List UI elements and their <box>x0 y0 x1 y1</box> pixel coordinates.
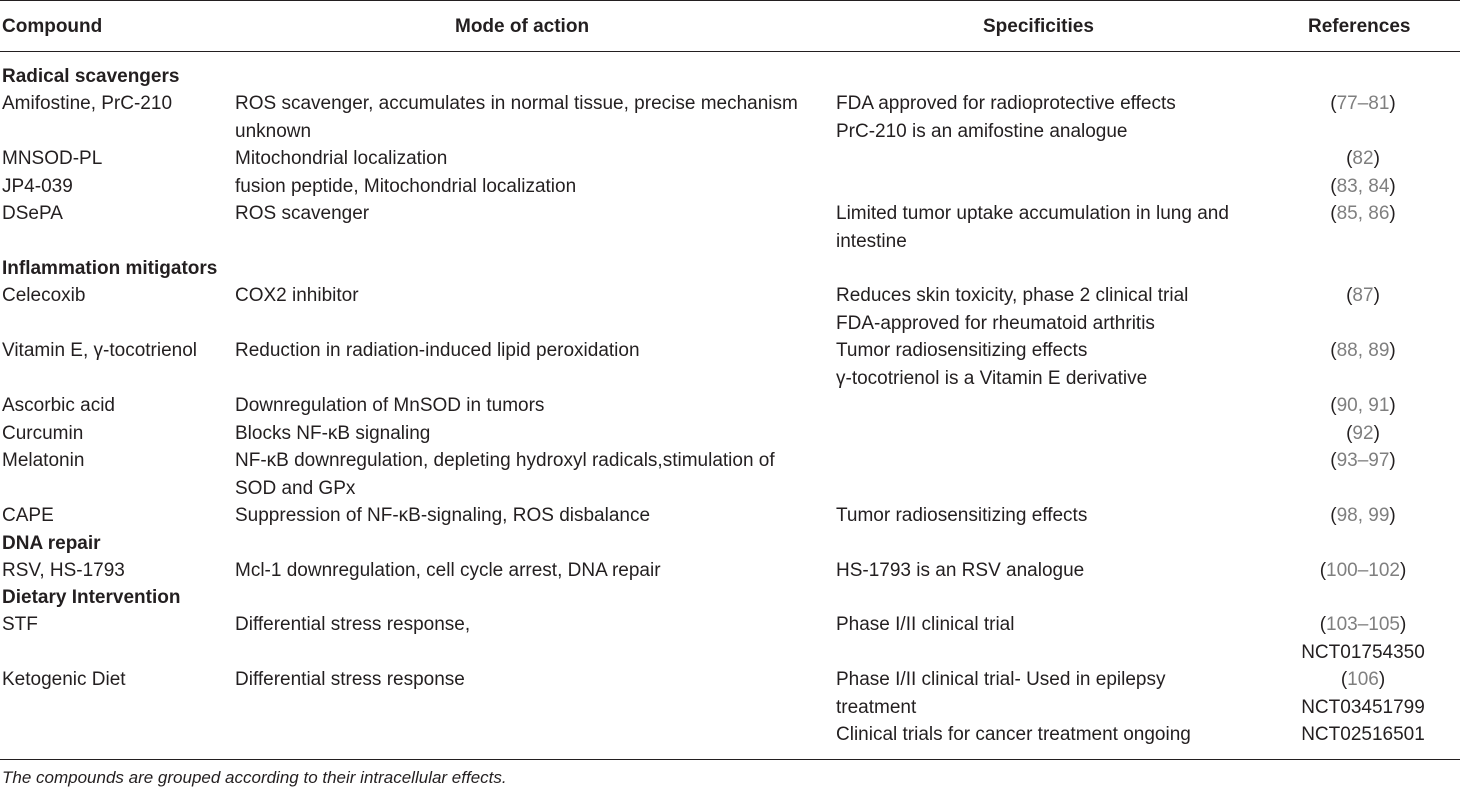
mode-of-action-line: Downregulation of MnSOD in tumors <box>235 395 545 416</box>
reference-link[interactable]: 100–102 <box>1326 559 1400 581</box>
specificity-line: Clinical trials for cancer treatment ongoing <box>836 724 1191 745</box>
table-row <box>0 420 1460 448</box>
reference-citation: (103–105) <box>1319 614 1407 635</box>
reference-link[interactable]: 85, 86 <box>1336 203 1390 224</box>
references-cell <box>1270 420 1456 448</box>
header-mode-of-action: Mode of action <box>455 16 590 37</box>
specificities-cell <box>836 557 1261 585</box>
compound-cell <box>2 145 227 173</box>
mode-of-action-line: unknown <box>235 120 312 142</box>
references-cell <box>1270 666 1456 749</box>
group-title: Dietary Intervention <box>2 587 181 608</box>
references-cell <box>1270 611 1456 666</box>
specificity-line: intestine <box>836 230 907 252</box>
reference-citation: (77–81) <box>1330 93 1396 114</box>
table-row <box>0 447 1460 502</box>
references-cell <box>1270 557 1456 585</box>
specificity-line: Reduces skin toxicity, phase 2 clinical trial <box>836 285 1189 306</box>
references-cell <box>1270 392 1456 420</box>
specificities-cell <box>836 90 1261 145</box>
compound-cell <box>2 282 227 310</box>
mode-of-action-cell <box>235 337 820 365</box>
mode-of-action-line: Differential stress response <box>235 669 465 690</box>
compound-name: STF <box>2 614 38 635</box>
reference-link[interactable]: 82 <box>1352 148 1374 169</box>
mode-of-action-line: NF-κB downregulation, depleting hydroxyl radicals,stimulation of <box>235 450 775 471</box>
group-header-row <box>0 63 1460 90</box>
compound-name: Amifostine, PrC-210 <box>2 93 173 114</box>
reference-link[interactable]: 92 <box>1352 422 1374 444</box>
specificity-line: FDA-approved for rheumatoid arthritis <box>836 312 1155 334</box>
table-row <box>0 173 1460 201</box>
header-specificities: Specificities <box>983 16 1094 37</box>
group-title: DNA repair <box>2 532 101 554</box>
table-row <box>0 611 1460 666</box>
table-row <box>0 200 1460 255</box>
header-references: References <box>1308 16 1411 37</box>
reference-link[interactable]: 88, 89 <box>1336 340 1390 361</box>
references-cell <box>1270 447 1456 475</box>
references-cell <box>1270 200 1456 228</box>
compound-name: JP4-039 <box>2 175 73 197</box>
references-cell <box>1270 90 1456 118</box>
compound-name: Celecoxib <box>2 285 86 306</box>
mode-of-action-line: Mitochondrial localization <box>235 148 448 169</box>
reference-citation: (92) <box>1346 422 1380 444</box>
compound-name: MNSOD-PL <box>2 148 103 169</box>
reference-citation: (100–102) <box>1319 559 1407 581</box>
mode-of-action-cell <box>235 173 820 201</box>
specificities-cell <box>836 337 1261 392</box>
references-cell <box>1270 502 1456 530</box>
mode-of-action-cell <box>235 447 820 502</box>
mode-of-action-cell <box>235 145 820 173</box>
header-compound: Compound <box>2 16 103 37</box>
compound-cell <box>2 611 227 639</box>
reference-citation: (82) <box>1346 148 1380 169</box>
specificity-line: Limited tumor uptake accumulation in lung and <box>836 203 1229 224</box>
mode-of-action-line: ROS scavenger, accumulates in normal tissue, precise mechanism <box>235 93 798 114</box>
specificity-line: treatment <box>836 696 917 718</box>
reference-citation: (85, 86) <box>1330 203 1396 224</box>
specificity-line: FDA approved for radioprotective effects <box>836 93 1176 114</box>
reference-citation: (83, 84) <box>1330 175 1396 197</box>
reference-link[interactable]: 87 <box>1352 285 1374 306</box>
specificities-cell <box>836 502 1261 530</box>
table-bottom-rule <box>0 759 1460 760</box>
specificity-line: γ-tocotrienol is a Vitamin E derivative <box>836 367 1148 389</box>
compound-name: Ketogenic Diet <box>2 669 126 690</box>
mode-of-action-line: Blocks NF-κB signaling <box>235 422 431 444</box>
specificities-cell <box>836 666 1261 749</box>
mode-of-action-line: SOD and GPx <box>235 477 356 499</box>
table-row <box>0 557 1460 585</box>
mode-of-action-cell <box>235 420 820 448</box>
specificities-cell <box>836 200 1261 255</box>
specificities-cell <box>836 611 1261 639</box>
compound-cell <box>2 447 227 475</box>
trial-identifier: NCT01754350 <box>1301 641 1425 663</box>
compound-name: Melatonin <box>2 450 85 471</box>
trial-identifier: NCT03451799 <box>1301 696 1425 718</box>
mode-of-action-line: Mcl-1 downregulation, cell cycle arrest, DNA repair <box>235 559 661 581</box>
specificity-line: Tumor radiosensitizing effects <box>836 505 1088 526</box>
mode-of-action-cell <box>235 557 820 585</box>
group-header-row <box>0 255 1460 282</box>
mode-of-action-cell <box>235 282 820 310</box>
table-footnote: The compounds are grouped according to their intracellular effects. <box>2 768 507 787</box>
specificity-line: Tumor radiosensitizing effects <box>836 340 1088 361</box>
reference-link[interactable]: 103–105 <box>1326 614 1400 635</box>
reference-citation: (87) <box>1346 285 1380 306</box>
references-cell <box>1270 282 1456 310</box>
compound-cell <box>2 173 227 201</box>
specificity-line: PrC-210 is an amifostine analogue <box>836 120 1128 142</box>
references-cell <box>1270 173 1456 201</box>
mode-of-action-line: COX2 inhibitor <box>235 285 359 306</box>
reference-citation: (90, 91) <box>1330 395 1396 416</box>
references-cell <box>1270 337 1456 365</box>
table-top-rule <box>0 0 1460 1</box>
compound-cell <box>2 90 227 118</box>
group-header-row <box>0 584 1460 611</box>
compound-name: Ascorbic acid <box>2 395 115 416</box>
mode-of-action-cell <box>235 200 820 228</box>
group-title: Inflammation mitigators <box>2 258 218 279</box>
mode-of-action-line: Reduction in radiation-induced lipid peroxidation <box>235 340 640 361</box>
compound-name: CAPE <box>2 505 54 526</box>
table-row <box>0 392 1460 420</box>
mode-of-action-cell <box>235 666 820 694</box>
reference-citation: (106) <box>1340 669 1386 690</box>
table-body <box>0 63 1460 749</box>
specificity-line: Phase I/II clinical trial- Used in epilepsy <box>836 669 1166 690</box>
header-rule <box>0 51 1460 52</box>
compound-name: DSePA <box>2 203 63 224</box>
reference-link[interactable]: 90, 91 <box>1336 395 1390 416</box>
compound-cell <box>2 392 227 420</box>
reference-link[interactable]: 106 <box>1347 669 1379 690</box>
reference-citation: (98, 99) <box>1330 505 1396 526</box>
table-row <box>0 90 1460 145</box>
table-row <box>0 666 1460 749</box>
specificities-cell <box>836 282 1261 337</box>
group-title: Radical scavengers <box>2 66 180 87</box>
compound-cell <box>2 420 227 448</box>
compound-cell <box>2 666 227 694</box>
table-row <box>0 145 1460 173</box>
reference-citation: (88, 89) <box>1330 340 1396 361</box>
compound-cell <box>2 502 227 530</box>
table-row <box>0 337 1460 392</box>
mode-of-action-cell <box>235 611 820 639</box>
mode-of-action-line: fusion peptide, Mitochondrial localization <box>235 175 577 197</box>
trial-identifier: NCT02516501 <box>1301 724 1425 745</box>
reference-link[interactable]: 77–81 <box>1336 93 1390 114</box>
reference-link[interactable]: 98, 99 <box>1336 505 1390 526</box>
mode-of-action-line: Suppression of NF-κB-signaling, ROS disbalance <box>235 505 651 526</box>
table-row <box>0 502 1460 530</box>
group-header-row <box>0 530 1460 557</box>
compound-name: RSV, HS-1793 <box>2 559 125 581</box>
reference-link[interactable]: 83, 84 <box>1336 175 1390 197</box>
mode-of-action-line: Differential stress response, <box>235 614 471 635</box>
mode-of-action-cell <box>235 502 820 530</box>
references-cell <box>1270 145 1456 173</box>
compound-cell <box>2 557 227 585</box>
mode-of-action-cell <box>235 392 820 420</box>
compound-name: Curcumin <box>2 422 84 444</box>
reference-citation: (93–97) <box>1330 450 1396 471</box>
mode-of-action-line: ROS scavenger <box>235 203 370 224</box>
table-row <box>0 282 1460 337</box>
specificity-line: Phase I/II clinical trial <box>836 614 1015 635</box>
compound-cell <box>2 337 227 365</box>
compound-name: Vitamin E, γ-tocotrienol <box>2 340 198 361</box>
reference-link[interactable]: 93–97 <box>1336 450 1390 471</box>
compound-cell <box>2 200 227 228</box>
mode-of-action-cell <box>235 90 820 145</box>
specificity-line: HS-1793 is an RSV analogue <box>836 559 1085 581</box>
